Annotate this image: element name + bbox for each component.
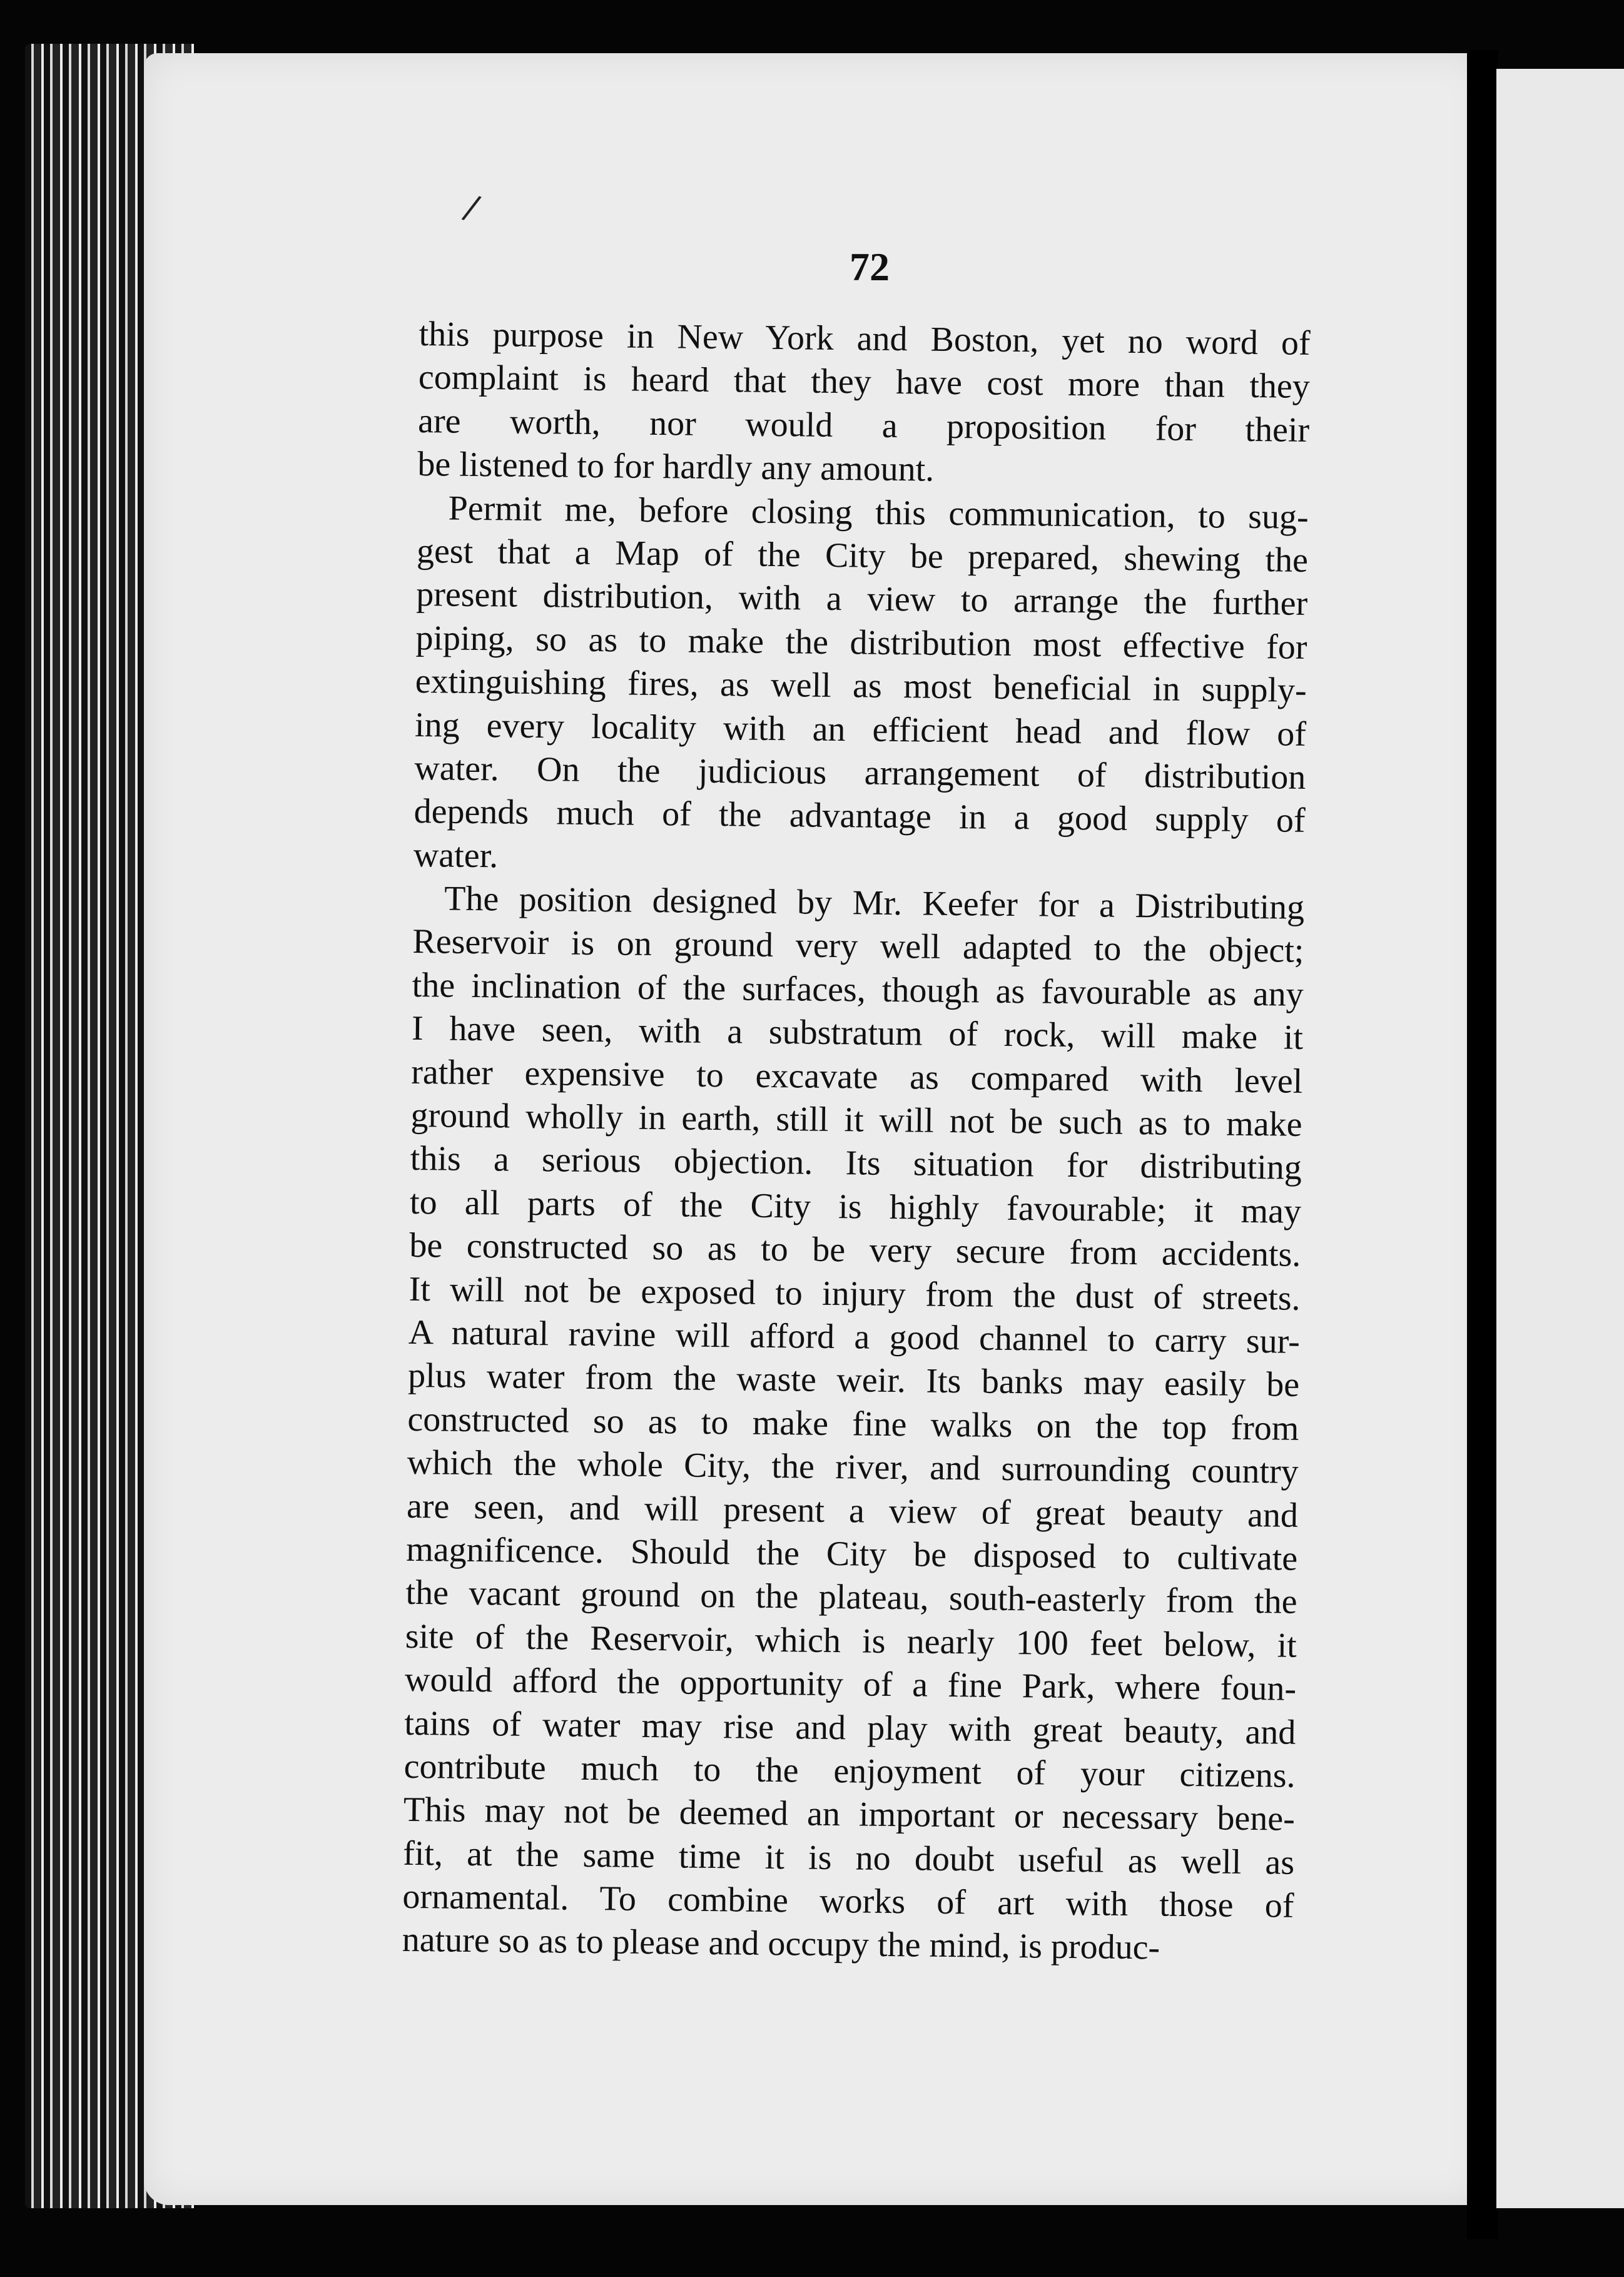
text-line: Permit me, before closing this communication, to sug- xyxy=(448,489,1309,537)
text-line: constructed so as to make fine walks on the top from xyxy=(407,1399,1299,1448)
text-line: site of the Reservoir, which is nearly 100 feet below, it xyxy=(405,1616,1297,1665)
text-line: magnificence. Should the City be disposed to cultivate xyxy=(405,1529,1298,1578)
text-line: water. xyxy=(413,835,499,876)
text-line: the vacant ground on the plateau, south-easterly from the xyxy=(405,1573,1297,1622)
text-line: be listened to for hardly any amount. xyxy=(417,445,935,489)
text-line: be constructed so as to be very secure from accidents. xyxy=(409,1226,1301,1275)
text-line: rather expensive to excavate as compared with level xyxy=(410,1052,1303,1101)
text-line: I have seen, with a substratum of rock, will make it xyxy=(411,1009,1304,1058)
text-line: It will not be exposed to injury from the dust of streets. xyxy=(409,1269,1301,1318)
text-line: ing every locality with an efficient head and flow of xyxy=(414,705,1307,754)
text-line: are worth, nor would a proposition for their xyxy=(417,401,1310,450)
text-line: piping, so as to make the distribution most effective for xyxy=(415,618,1307,667)
text-line: this purpose in New York and Boston, yet no word of xyxy=(419,314,1311,363)
paragraph xyxy=(414,487,1309,886)
text-line: to all parts of the City is highly favourable; it may xyxy=(409,1182,1302,1231)
stray-ink-mark: / xyxy=(459,186,484,228)
text-line: tains of water may rise and play with great beauty, and xyxy=(404,1703,1296,1752)
facing-page-edge xyxy=(1496,69,1624,2208)
text-line: A natural ravine will afford a good channel to carry sur- xyxy=(408,1312,1301,1361)
gutter-shadow xyxy=(1467,50,1498,2239)
text-line: The position designed by Mr. Keefer for a Distributing xyxy=(444,879,1305,927)
text-line: gest that a Map of the City be prepared, shewing the xyxy=(416,531,1309,580)
text-line: plus water from the waste weir. Its banks may easily be xyxy=(407,1356,1300,1405)
text-line: contribute much to the enjoyment of your citizens. xyxy=(403,1747,1296,1795)
text-line: this a serious objection. Its situation for distributing xyxy=(410,1139,1302,1188)
text-line: extinguishing fires, as well as most beneficial in supply- xyxy=(415,662,1307,711)
text-line: would afford the opportunity of a fine Park, where foun- xyxy=(404,1660,1297,1708)
paragraph xyxy=(402,877,1304,1972)
text-line: present distribution, with a view to arrange the further xyxy=(415,575,1308,624)
text-line: fit, at the same time it is no doubt useful as well as xyxy=(402,1833,1295,1882)
text-line: depends much of the advantage in a good supply of xyxy=(414,792,1306,841)
text-line: nature so as to please and occupy the mind, is produc- xyxy=(402,1920,1160,1967)
text-line: complaint is heard that they have cost more than they xyxy=(418,358,1311,407)
text-line: ground wholly in earth, still it will not be such as to make xyxy=(410,1095,1302,1144)
text-line: which the whole City, the river, and surrounding country xyxy=(407,1443,1299,1491)
body-text xyxy=(402,313,1311,1972)
text-line: This may not be deemed an important or necessary bene- xyxy=(403,1790,1296,1839)
text-line: ornamental. To combine works of art with those of xyxy=(402,1877,1294,1925)
text-line: water. On the judicious arrangement of distribution xyxy=(414,748,1306,797)
page-number: 72 xyxy=(850,245,890,289)
paragraph xyxy=(417,313,1311,495)
text-line: Reservoir is on ground very well adapted to the object; xyxy=(412,922,1304,971)
text-line: the inclination of the surfaces, though as favourable as any xyxy=(412,965,1304,1014)
text-line: are seen, and will present a view of great beauty and xyxy=(406,1486,1299,1535)
